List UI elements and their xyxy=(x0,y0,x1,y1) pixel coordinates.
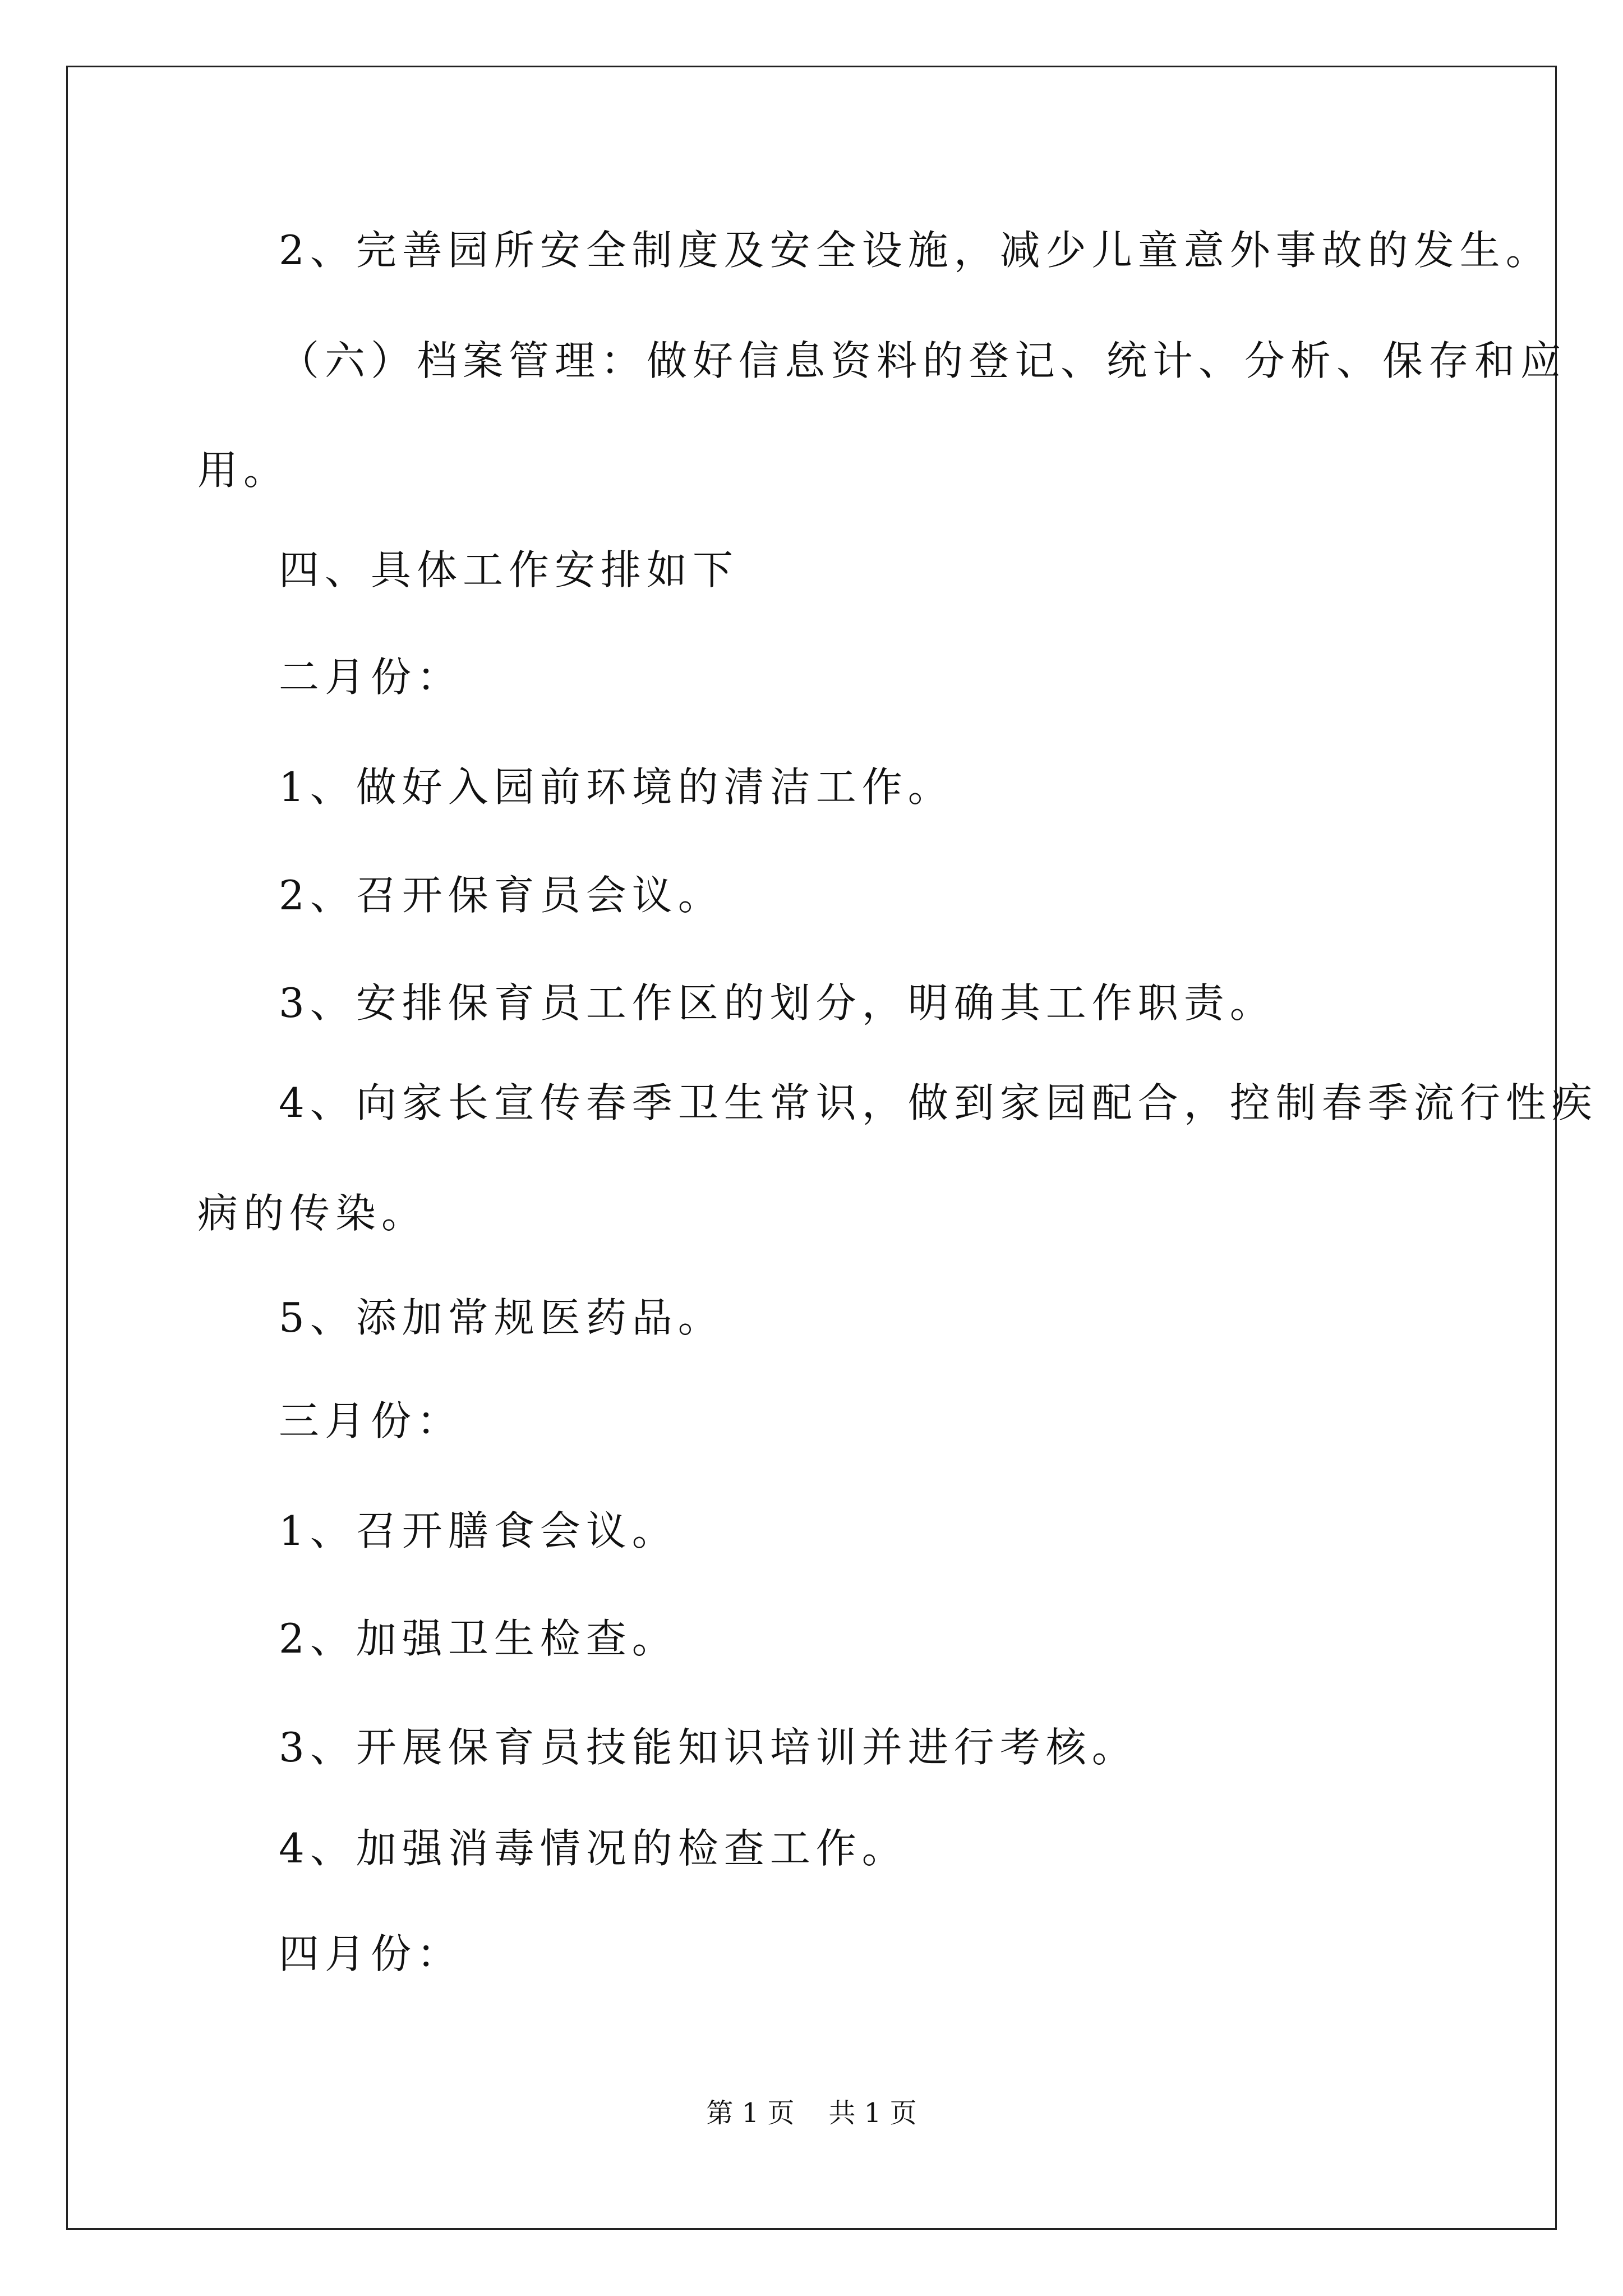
paragraph-line: 1、做好入园前环境的清洁工作。 xyxy=(279,763,954,811)
paragraph-line: 2、加强卫生检查。 xyxy=(279,1615,678,1662)
paragraph-line: 4、向家长宣传春季卫生常识，做到家园配合，控制春季流行性疾 xyxy=(279,1079,1598,1126)
paragraph-line: 2、完善园所安全制度及安全设施，减少儿童意外事故的发生。 xyxy=(279,227,1552,274)
page-footer: 第 1 页 共 1 页 xyxy=(706,2097,917,2129)
paragraph-line: 用。 xyxy=(197,447,290,494)
paragraph-line: 3、安排保育员工作区的划分，明确其工作职责。 xyxy=(279,979,1276,1027)
paragraph-line: 3、开展保育员技能知识培训并进行考核。 xyxy=(279,1724,1138,1771)
paragraph-line: 2、召开保育员会议。 xyxy=(279,872,724,919)
paragraph-line: 5、添加常规医药品。 xyxy=(279,1294,724,1341)
paragraph-line: （六）档案管理：做好信息资料的登记、统计、分析、保存和应 xyxy=(279,337,1567,384)
month-heading: 四月份： xyxy=(279,1930,463,1977)
month-heading: 二月份： xyxy=(279,654,463,701)
paragraph-line: 1、召开膳食会议。 xyxy=(279,1507,678,1554)
paragraph-line: 4、加强消毒情况的检查工作。 xyxy=(279,1825,908,1872)
paragraph-line: 病的传染。 xyxy=(197,1190,428,1237)
page-border xyxy=(66,66,1557,2230)
month-heading: 三月份： xyxy=(279,1397,463,1444)
section-heading: 四、具体工作安排如下 xyxy=(279,546,739,593)
